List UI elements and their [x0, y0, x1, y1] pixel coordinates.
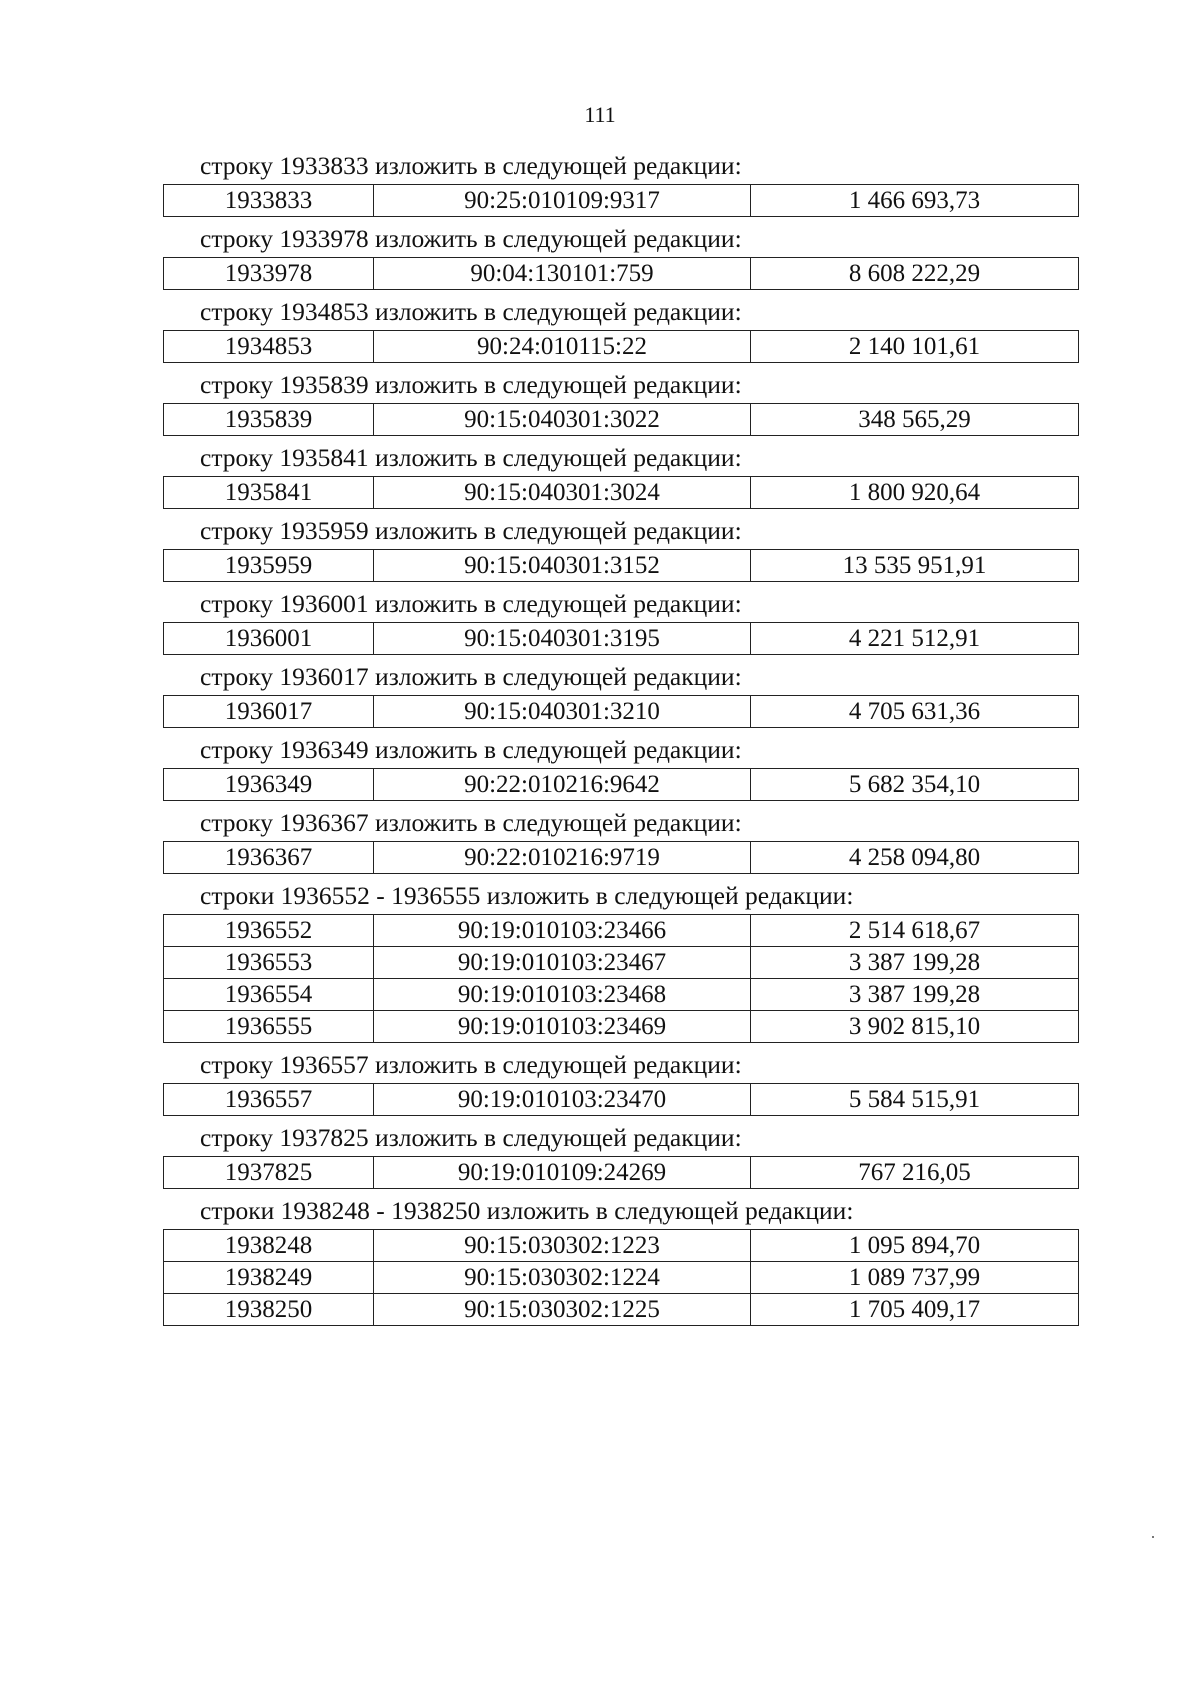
amendment-instruction: строку 1934853 изложить в следующей редакции: [200, 297, 742, 326]
cadastral-number-cell: 90:15:030302:1223 [374, 1230, 751, 1262]
amendment-section [163, 659, 1078, 728]
amendment-section [163, 148, 1078, 217]
row-number-cell: 1935959 [164, 550, 374, 582]
row-number-cell: 1938250 [164, 1294, 374, 1326]
cadastral-number-cell: 90:15:030302:1225 [374, 1294, 751, 1326]
table-row [164, 258, 1079, 290]
amendment-instruction: строку 1935959 изложить в следующей редакции: [200, 516, 742, 545]
table-row [164, 1294, 1079, 1326]
table-row [164, 404, 1079, 436]
row-number-cell: 1936553 [164, 947, 374, 979]
table-row [164, 331, 1079, 363]
cadastral-number-cell: 90:15:030302:1224 [374, 1262, 751, 1294]
value-cell: 4 705 631,36 [751, 696, 1079, 728]
table-row [164, 696, 1079, 728]
document-body [163, 148, 1078, 1330]
amendment-instruction: строки 1938248 - 1938250 изложить в следующей редакции: [200, 1196, 854, 1225]
row-number-cell: 1934853 [164, 331, 374, 363]
row-number-cell: 1935841 [164, 477, 374, 509]
amendment-instruction: строки 1936552 - 1936555 изложить в следующей редакции: [200, 881, 854, 910]
amendment-instruction: строку 1935839 изложить в следующей редакции: [200, 370, 742, 399]
value-cell: 1 089 737,99 [751, 1262, 1079, 1294]
value-cell: 1 800 920,64 [751, 477, 1079, 509]
value-cell: 4 258 094,80 [751, 842, 1079, 874]
amendment-table [163, 622, 1079, 655]
value-cell: 8 608 222,29 [751, 258, 1079, 290]
amendment-section [163, 221, 1078, 290]
amendment-section [163, 294, 1078, 363]
row-number-cell: 1936001 [164, 623, 374, 655]
table-row [164, 477, 1079, 509]
value-cell: 5 682 354,10 [751, 769, 1079, 801]
value-cell: 348 565,29 [751, 404, 1079, 436]
table-row [164, 1262, 1079, 1294]
row-number-cell: 1936557 [164, 1084, 374, 1116]
row-number-cell: 1933978 [164, 258, 374, 290]
cadastral-number-cell: 90:25:010109:9317 [374, 185, 751, 217]
cadastral-number-cell: 90:04:130101:759 [374, 258, 751, 290]
cadastral-number-cell: 90:15:040301:3195 [374, 623, 751, 655]
amendment-instruction: строку 1936557 изложить в следующей редакции: [200, 1050, 742, 1079]
value-cell: 1 095 894,70 [751, 1230, 1079, 1262]
row-number-cell: 1936349 [164, 769, 374, 801]
amendment-instruction: строку 1935841 изложить в следующей редакции: [200, 443, 742, 472]
amendment-table [163, 257, 1079, 290]
amendment-section [163, 1193, 1078, 1326]
scan-speck [1152, 1536, 1154, 1538]
cadastral-number-cell: 90:19:010103:23470 [374, 1084, 751, 1116]
cadastral-number-cell: 90:15:040301:3024 [374, 477, 751, 509]
table-row [164, 623, 1079, 655]
amendment-section [163, 1047, 1078, 1116]
amendment-table [163, 1156, 1079, 1189]
value-cell: 2 140 101,61 [751, 331, 1079, 363]
table-row [164, 842, 1079, 874]
value-cell: 767 216,05 [751, 1157, 1079, 1189]
amendment-table [163, 1229, 1079, 1326]
cadastral-number-cell: 90:19:010103:23466 [374, 915, 751, 947]
table-row [164, 1230, 1079, 1262]
amendment-table [163, 403, 1079, 436]
amendment-section [163, 732, 1078, 801]
amendment-instruction: строку 1936001 изложить в следующей редакции: [200, 589, 742, 618]
cadastral-number-cell: 90:19:010109:24269 [374, 1157, 751, 1189]
amendment-instruction: строку 1933833 изложить в следующей редакции: [200, 151, 742, 180]
value-cell: 1 705 409,17 [751, 1294, 1079, 1326]
amendment-table [163, 549, 1079, 582]
amendment-section [163, 440, 1078, 509]
amendment-section [163, 586, 1078, 655]
value-cell: 3 902 815,10 [751, 1011, 1079, 1043]
row-number-cell: 1935839 [164, 404, 374, 436]
table-row [164, 1157, 1079, 1189]
amendment-table [163, 695, 1079, 728]
table-row [164, 769, 1079, 801]
amendment-table [163, 476, 1079, 509]
value-cell: 4 221 512,91 [751, 623, 1079, 655]
amendment-instruction: строку 1936367 изложить в следующей редакции: [200, 808, 742, 837]
cadastral-number-cell: 90:15:040301:3022 [374, 404, 751, 436]
amendment-instruction: строку 1936349 изложить в следующей редакции: [200, 735, 742, 764]
value-cell: 1 466 693,73 [751, 185, 1079, 217]
amendment-table [163, 1083, 1079, 1116]
row-number-cell: 1937825 [164, 1157, 374, 1189]
value-cell: 5 584 515,91 [751, 1084, 1079, 1116]
value-cell: 3 387 199,28 [751, 979, 1079, 1011]
amendment-table [163, 330, 1079, 363]
amendment-table [163, 841, 1079, 874]
row-number-cell: 1938248 [164, 1230, 374, 1262]
cadastral-number-cell: 90:22:010216:9719 [374, 842, 751, 874]
row-number-cell: 1936555 [164, 1011, 374, 1043]
value-cell: 2 514 618,67 [751, 915, 1079, 947]
amendment-section [163, 878, 1078, 1043]
page-number: 111 [584, 102, 616, 127]
table-row [164, 915, 1079, 947]
value-cell: 3 387 199,28 [751, 947, 1079, 979]
amendment-instruction: строку 1937825 изложить в следующей редакции: [200, 1123, 742, 1152]
cadastral-number-cell: 90:19:010103:23467 [374, 947, 751, 979]
amendment-section [163, 805, 1078, 874]
amendment-instruction: строку 1933978 изложить в следующей редакции: [200, 224, 742, 253]
table-row [164, 1084, 1079, 1116]
cadastral-number-cell: 90:24:010115:22 [374, 331, 751, 363]
amendment-instruction: строку 1936017 изложить в следующей редакции: [200, 662, 742, 691]
row-number-cell: 1936552 [164, 915, 374, 947]
amendment-table [163, 914, 1079, 1043]
row-number-cell: 1936017 [164, 696, 374, 728]
table-row [164, 550, 1079, 582]
cadastral-number-cell: 90:22:010216:9642 [374, 769, 751, 801]
row-number-cell: 1933833 [164, 185, 374, 217]
amendment-section [163, 367, 1078, 436]
table-row [164, 185, 1079, 217]
table-row [164, 947, 1079, 979]
amendment-table [163, 184, 1079, 217]
row-number-cell: 1936554 [164, 979, 374, 1011]
table-row [164, 1011, 1079, 1043]
table-row [164, 979, 1079, 1011]
cadastral-number-cell: 90:19:010103:23468 [374, 979, 751, 1011]
amendment-table [163, 768, 1079, 801]
cadastral-number-cell: 90:15:040301:3210 [374, 696, 751, 728]
cadastral-number-cell: 90:19:010103:23469 [374, 1011, 751, 1043]
row-number-cell: 1936367 [164, 842, 374, 874]
row-number-cell: 1938249 [164, 1262, 374, 1294]
cadastral-number-cell: 90:15:040301:3152 [374, 550, 751, 582]
amendment-section [163, 513, 1078, 582]
value-cell: 13 535 951,91 [751, 550, 1079, 582]
amendment-section [163, 1120, 1078, 1189]
